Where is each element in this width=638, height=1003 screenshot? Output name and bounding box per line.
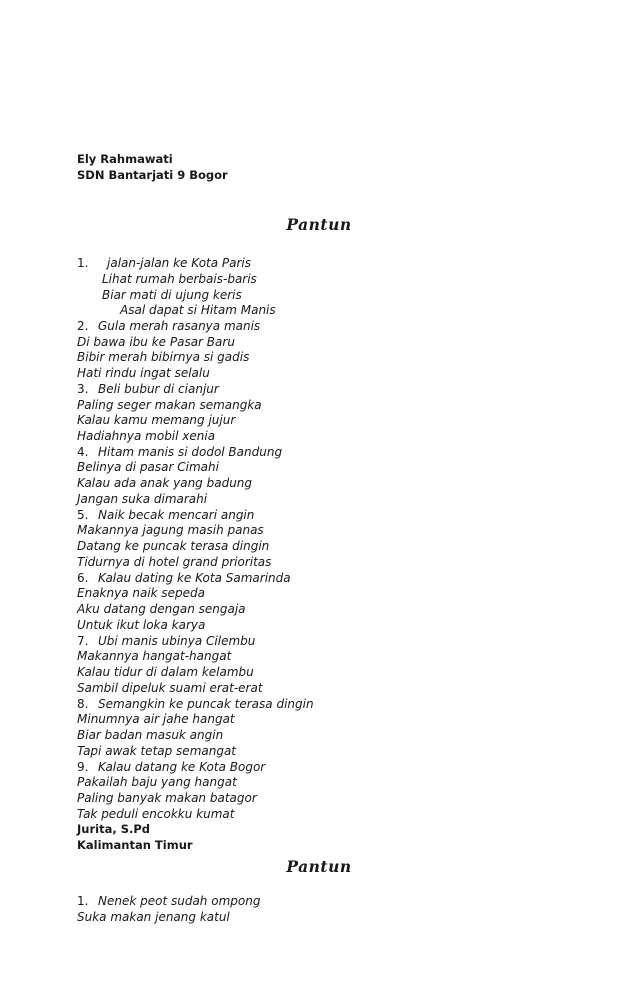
author-name-2: Jurita, S.Pd xyxy=(77,822,151,836)
pantun-6-line-1: 6. Kalau dating ke Kota Samarinda xyxy=(77,571,291,585)
author-school: SDN Bantarjati 9 Bogor xyxy=(77,168,228,182)
pantun-1-line-1: 1. jalan-jalan ke Kota Paris xyxy=(77,256,252,270)
pantun-6-line-4: Untuk ikut loka karya xyxy=(77,618,206,632)
pantun-4-line-4: Jangan suka dimarahi xyxy=(77,492,208,506)
pantun-7-line-1: 7. Ubi manis ubinya Cilembu xyxy=(77,634,256,648)
pantun-4-line-1: 4. Hitam manis si dodol Bandung xyxy=(77,445,283,459)
pantun-5-line-4: Tidurnya di hotel grand prioritas xyxy=(77,555,272,569)
author-name: Ely Rahmawati xyxy=(77,152,173,166)
pantun-1-line-4: Asal dapat si Hitam Manis xyxy=(120,303,276,317)
pantun-9-line-2: Pakailah baju yang hangat xyxy=(77,775,237,789)
pantun-7-line-2: Makannya hangat-hangat xyxy=(77,649,232,663)
author-region-2: Kalimantan Timur xyxy=(77,838,193,852)
pantun-2-line-3: Bibir merah bibirnya si gadis xyxy=(77,350,250,364)
pantun-3-line-3: Kalau kamu memang jujur xyxy=(77,413,236,427)
pantun-9-line-3: Paling banyak makan batagor xyxy=(77,791,257,805)
pantun-5-line-2: Makannya jagung masih panas xyxy=(77,523,264,537)
pantun-6-line-3: Aku datang dengan sengaja xyxy=(77,602,246,616)
pantun-4-line-3: Kalau ada anak yang badung xyxy=(77,476,253,490)
pantun-2-line-2: Di bawa ibu ke Pasar Baru xyxy=(77,335,235,349)
pantun-1-line-3: Biar mati di ujung keris xyxy=(102,288,242,302)
pantun-1-line-2: Lihat rumah berbais-baris xyxy=(102,272,257,286)
pantun-8-line-3: Biar badan masuk angin xyxy=(77,728,224,742)
pantun-1-number: 1. xyxy=(77,256,89,270)
pantun-3-line-1: 3. Beli bubur di cianjur xyxy=(77,382,219,396)
pantun-3-line-4: Hadiahnya mobil xenia xyxy=(77,429,216,443)
pantun-heading-2: Pantun xyxy=(286,857,352,876)
pantun-7-line-3: Kalau tidur di dalam kelambu xyxy=(77,665,254,679)
pantun-8-line-1: 8. Semangkin ke puncak terasa dingin xyxy=(77,697,314,711)
pantun-5-line-1: 5. Naik becak mencari angin xyxy=(77,508,255,522)
pantun-6-line-2: Enaknya naik sepeda xyxy=(77,586,206,600)
pantun-s2-1-line-1: 1. Nenek peot sudah ompong xyxy=(77,894,261,908)
pantun-5-line-3: Datang ke puncak terasa dingin xyxy=(77,539,270,553)
pantun-9-line-4: Tak peduli encokku kumat xyxy=(77,807,235,821)
pantun-2-line-1: 2. Gula merah rasanya manis xyxy=(77,319,261,333)
pantun-8-line-2: Minumnya air jahe hangat xyxy=(77,712,235,726)
pantun-4-line-2: Belinya di pasar Cimahi xyxy=(77,460,219,474)
pantun-s2-1-line-2: Suka makan jenang katul xyxy=(77,910,230,924)
pantun-9-line-1: 9. Kalau datang ke Kota Bogor xyxy=(77,760,266,774)
pantun-heading: Pantun xyxy=(286,215,352,234)
pantun-2-line-4: Hati rindu ingat selalu xyxy=(77,366,210,380)
pantun-8-line-4: Tapi awak tetap semangat xyxy=(77,744,237,758)
pantun-3-line-2: Paling seger makan semangka xyxy=(77,398,262,412)
pantun-7-line-4: Sambil dipeluk suami erat-erat xyxy=(77,681,263,695)
